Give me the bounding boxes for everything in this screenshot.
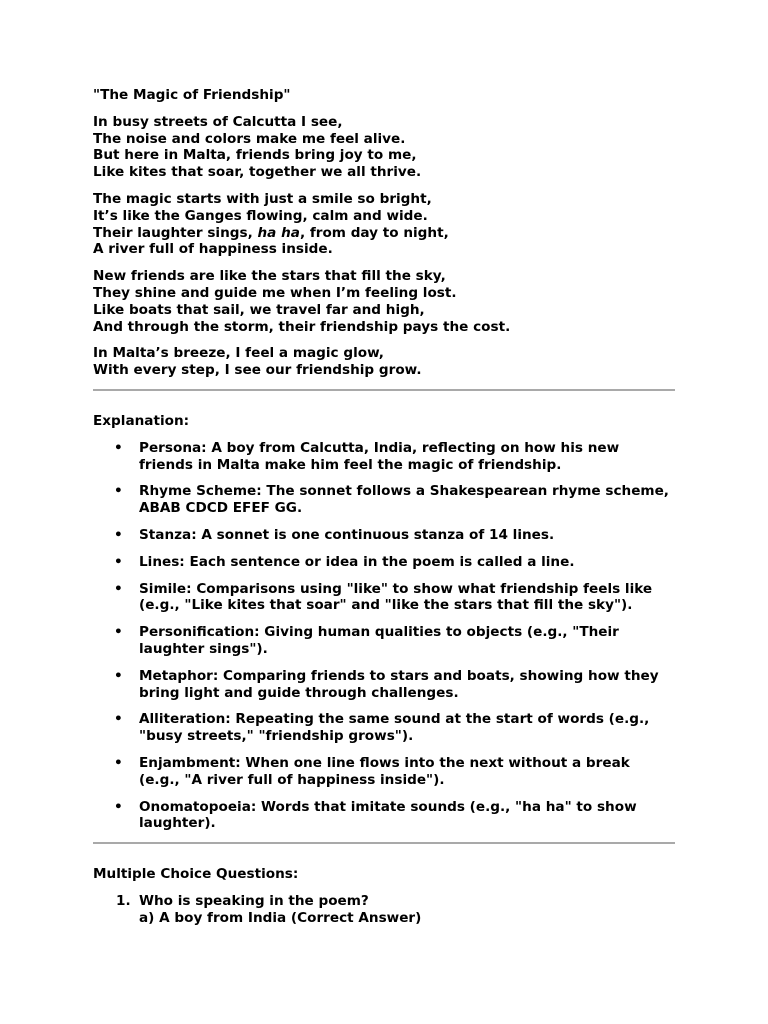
poem-stanza-4	[93, 345, 675, 379]
list-item	[93, 554, 675, 571]
list-item	[93, 581, 675, 615]
bullet-icon: •	[114, 711, 123, 728]
mcq-question-item	[93, 893, 675, 927]
document-page	[93, 87, 675, 926]
list-item-text: Onomatopoeia: Words that imitate sounds (e.g., "ha ha" to show laughter).	[139, 798, 637, 832]
list-item	[93, 799, 675, 833]
poem-line: The noise and colors make me feel alive.	[93, 130, 406, 147]
poem-line: New friends are like the stars that fill the sky,	[93, 268, 446, 285]
list-item	[93, 527, 675, 544]
poem-line: In Malta’s breeze, I feel a magic glow,	[93, 345, 384, 362]
poem-title: "The Magic of Friendship"	[93, 87, 291, 103]
poem-line: Like boats that sail, we travel far and high,	[93, 301, 425, 318]
poem-stanza-2	[93, 191, 675, 258]
list-item-text: Alliteration: Repeating the same sound at the start of words (e.g., "busy streets," "friendship grows").	[139, 711, 650, 745]
poem-line: They shine and guide me when I’m feeling lost.	[93, 284, 457, 301]
list-item-text: Persona: A boy from Calcutta, India, reflecting on how his new friends in Malta make him feel the magic of friendship.	[139, 439, 620, 473]
answer-text: a) A boy from India (Correct Answer)	[139, 909, 422, 926]
bullet-icon: •	[114, 553, 123, 570]
poem-line: It’s like the Ganges flowing, calm and wide.	[93, 207, 428, 224]
poem-line: The magic starts with just a smile so bright,	[93, 190, 432, 207]
poem-line: A river full of happiness inside.	[93, 241, 333, 258]
poem-line: But here in Malta, friends bring joy to me,	[93, 147, 417, 164]
poem-line-part: , from day to night,	[299, 224, 449, 241]
horizontal-divider	[93, 842, 675, 844]
list-item	[93, 483, 675, 517]
bullet-icon: •	[114, 754, 123, 771]
bullet-icon: •	[114, 439, 123, 456]
bullet-icon: •	[114, 483, 123, 500]
list-item	[93, 668, 675, 702]
horizontal-divider	[93, 389, 675, 391]
poem-stanza-3	[93, 268, 675, 335]
poem-line	[93, 225, 675, 242]
bullet-icon: •	[114, 526, 123, 543]
list-item	[93, 440, 675, 474]
bullet-icon: •	[114, 667, 123, 684]
bullet-icon: •	[114, 798, 123, 815]
poem-line: Like kites that soar, together we all thrive.	[93, 164, 422, 181]
poem-line-italic-part: ha ha	[257, 224, 300, 241]
list-item-text: Enjambment: When one line flows into the next without a break (e.g., "A river full of happiness inside").	[139, 754, 630, 788]
bullet-icon: •	[114, 624, 123, 641]
poem-line: In busy streets of Calcutta I see,	[93, 113, 343, 130]
question-text: Who is speaking in the poem?	[139, 892, 369, 909]
list-item	[93, 624, 675, 658]
list-item-text: Lines: Each sentence or idea in the poem is called a line.	[139, 553, 575, 570]
list-item-text: Personification: Giving human qualities to objects (e.g., "Their laughter sings").	[139, 624, 619, 657]
explanation-list	[93, 440, 675, 832]
list-item-text: Metaphor: Comparing friends to stars and boats, showing how they bring light and guide through challenges.	[139, 667, 659, 701]
list-item-text: Stanza: A sonnet is one continuous stanza of 14 lines.	[139, 526, 555, 543]
explanation-heading: Explanation:	[93, 412, 190, 429]
bullet-icon: •	[114, 580, 123, 597]
list-item-text: Simile: Comparisons using "like" to show what friendship feels like (e.g., "Like kites that soar" and "like the stars that fill the sky").	[139, 580, 653, 614]
question-number: 1.	[116, 892, 131, 909]
list-item-text: Rhyme Scheme: The sonnet follows a Shakespearean rhyme scheme, ABAB CDCD EFEF GG.	[139, 483, 669, 517]
mcq-heading: Multiple Choice Questions:	[93, 866, 299, 883]
poem-line: With every step, I see our friendship grow.	[93, 362, 422, 379]
list-item	[93, 711, 675, 745]
poem-stanza-1	[93, 114, 675, 181]
poem-line-part: Their laughter sings,	[93, 224, 258, 241]
mcq-list	[93, 893, 675, 927]
list-item	[93, 755, 675, 789]
poem-line: And through the storm, their friendship pays the cost.	[93, 318, 511, 335]
